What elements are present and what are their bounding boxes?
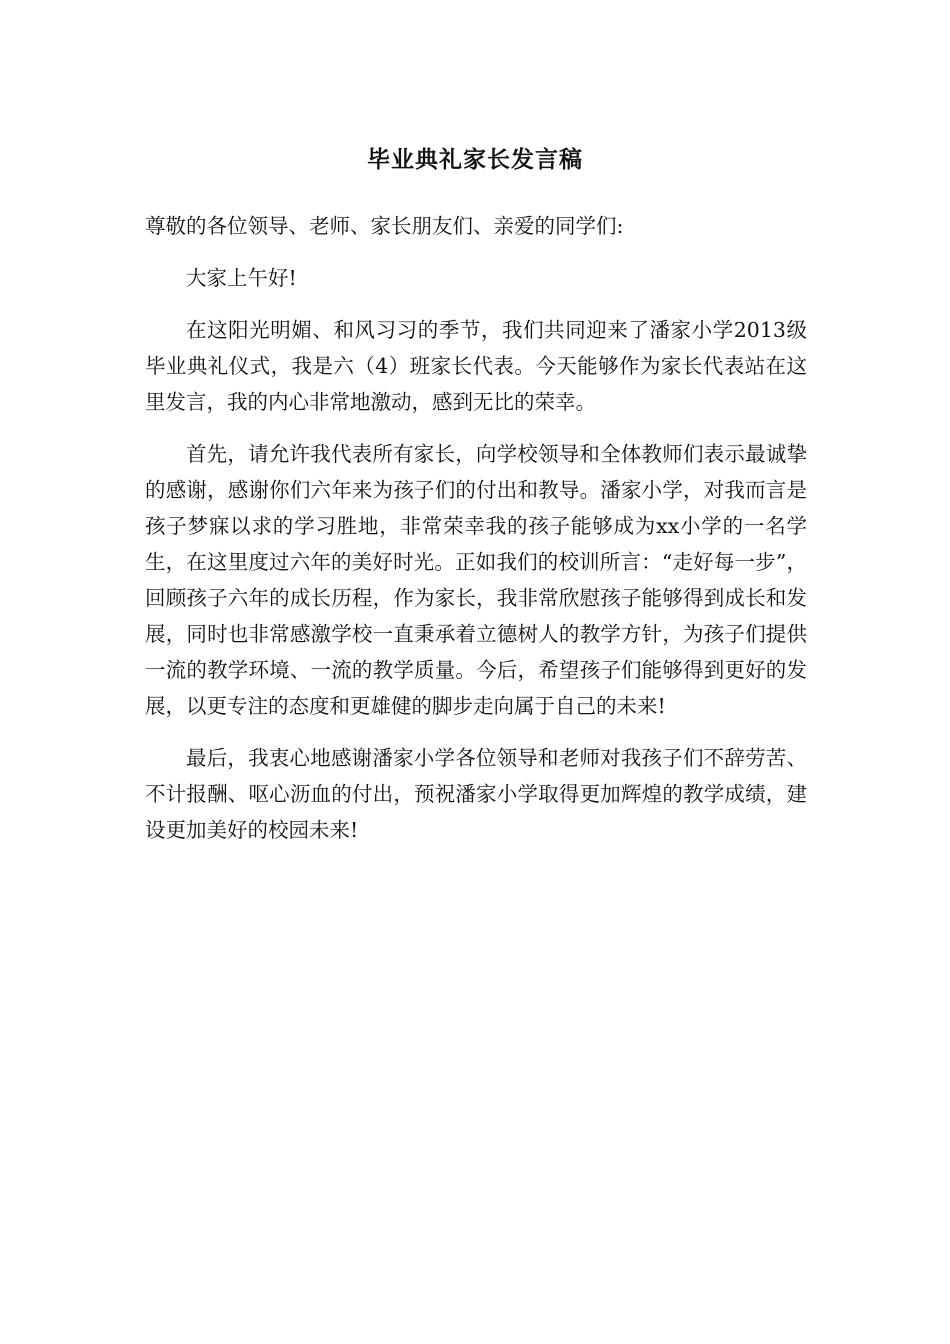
salutation: 尊敬的各位领导、老师、家长朋友们、亲爱的同学们: — [145, 214, 624, 238]
paragraph-introduction: 在这阳光明媚、和风习习的季节，我们共同迎来了潘家小学2013级毕业典礼仪式，我是六（4）班家长代表。今天能够作为家长代表站在这里发言，我的内心非常地激动，感到无比的荣幸。 — [145, 318, 807, 414]
paragraph-thanks: 首先，请允许我代表所有家长，向学校领导和全体教师们表示最诚挚的感谢，感谢你们六年来为孩子们的付出和教导。潘家小学，对我而言是孩子梦寐以求的学习胜地，非常荣幸我的孩子能够成为xx小学的一名学生，在这里度过六年的美好时光。正如我们的校训所言：“走好每一步”，回顾孩子六年的成长历程，作为家长，我非常欣慰孩子能够得到成长和发展，同时也非常感激学校一直秉承着立德树人的教学方针，为孩子们提供一流的教学环境、一流的教学质量。今后，希望孩子们能够得到更好的发展，以更专注的态度和更雄健的脚步走向属于自己的未来! — [145, 442, 807, 718]
paragraph-greeting: 大家上午好! — [186, 266, 297, 290]
document-title: 毕业典礼家长发言稿 — [367, 146, 583, 173]
document-body — [145, 208, 807, 848]
paragraph-closing: 最后，我衷心地感谢潘家小学各位领导和老师对我孩子们不辞劳苦、不计报酬、呕心沥血的付出，预祝潘家小学取得更加辉煌的教学成绩，建设更加美好的校园未来! — [145, 746, 807, 842]
